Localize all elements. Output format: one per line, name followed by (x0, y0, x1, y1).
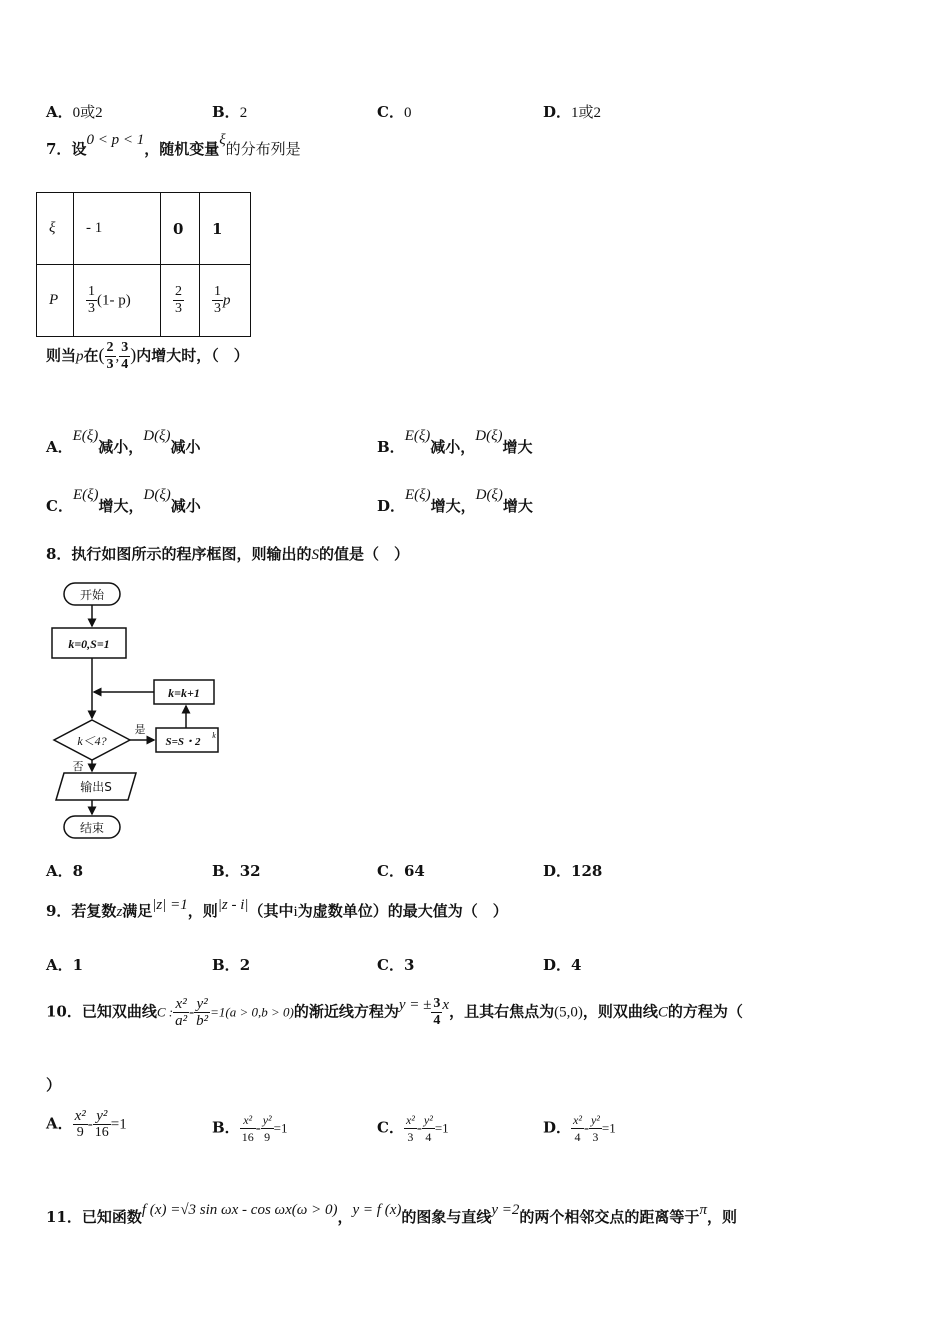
q7-option-a[interactable] (46, 424, 201, 456)
math-c: C (657, 1004, 668, 1021)
stem-text: 则当 (46, 346, 77, 365)
comma: , (115, 348, 120, 365)
table-cell: - 1 (74, 193, 161, 265)
fraction (93, 1108, 111, 1141)
q6-option-c[interactable] (377, 101, 411, 122)
denominator: a² (175, 1013, 188, 1029)
stem-text: ，则 (187, 902, 218, 920)
stem-text: 的分布列是 (225, 140, 301, 158)
denominator: 4 (425, 1130, 432, 1144)
denominator: 4 (121, 357, 129, 372)
math-op: - (189, 1004, 195, 1021)
option-text: 减小 (170, 438, 201, 456)
denominator: 4 (574, 1130, 581, 1144)
option-text: 增大 (502, 497, 533, 515)
math-eq: =1 (110, 1116, 127, 1133)
numerator: y² (423, 1113, 433, 1127)
option-label: D． (377, 497, 406, 515)
fraction (571, 1112, 584, 1145)
fraction (194, 996, 210, 1029)
flow-end-label: 结束 (79, 821, 105, 835)
flow-no-label: 否 (72, 760, 84, 773)
math-i: i (293, 904, 298, 920)
numerator: y² (194, 996, 210, 1013)
cell-expr: p (223, 292, 231, 309)
option-text: 1或2 (571, 105, 602, 121)
numerator: 3 (121, 340, 129, 355)
fraction (589, 1112, 602, 1145)
option-text: 32 (239, 862, 261, 880)
q10-option-c[interactable] (377, 1112, 449, 1145)
q8-option-c[interactable] (377, 860, 425, 881)
math-s: S (311, 547, 319, 563)
option-text: 4 (571, 956, 582, 974)
option-label: B． (212, 956, 240, 974)
flow-body-label: S=S・2 (165, 736, 201, 748)
stem-text: 为虚数单位）的最大值为（ ） (297, 902, 508, 920)
stem-text: 在 (83, 346, 99, 365)
q7-option-c[interactable] (46, 483, 201, 515)
numerator: x² (173, 996, 189, 1013)
stem-text: 的值是（ ） (318, 545, 409, 563)
q7-stem (46, 132, 301, 159)
stem-text: 11．已知函数 (46, 1208, 142, 1226)
math-eq: =1 (273, 1120, 288, 1136)
math-e: E(ξ) (404, 428, 431, 444)
fraction (422, 1112, 435, 1145)
q7-option-b[interactable] (377, 424, 533, 456)
numerator: y² (262, 1113, 272, 1127)
paren: ( (98, 344, 105, 365)
math-op: - (416, 1120, 422, 1137)
math-d: D(ξ) (143, 487, 171, 503)
stem-text: ，则 (706, 1208, 737, 1226)
math-op: - (87, 1116, 93, 1133)
stem-text: （其中 (248, 902, 294, 920)
distribution-table (36, 192, 251, 337)
math-eq: =1 (601, 1120, 616, 1136)
fraction (431, 996, 442, 1029)
flow-yes-label: 是 (134, 723, 146, 736)
option-text: 减小， (98, 438, 144, 456)
math-focus: (5,0) (554, 1004, 583, 1021)
option-label: C． (46, 497, 73, 515)
math-pi: π (699, 1202, 707, 1218)
fraction (173, 996, 189, 1029)
option-text: 2 (239, 956, 251, 974)
numerator: y² (590, 1113, 600, 1127)
fraction (73, 1108, 88, 1141)
q7-option-d[interactable] (377, 483, 533, 515)
option-label: B． (212, 1118, 240, 1137)
stem-text: 满足 (122, 902, 153, 920)
flow-output-label: 输出S (80, 780, 112, 794)
math-expr: |z - i| (217, 897, 249, 913)
stem-text: ，则双曲线 (582, 1002, 658, 1021)
flow-increment-label: k=k+1 (168, 686, 200, 700)
q7-then (46, 340, 249, 373)
question-number: 7． (46, 140, 72, 158)
denominator: b² (196, 1013, 209, 1029)
denominator: 9 (264, 1130, 271, 1144)
math-condition: |z| =1 (152, 897, 188, 913)
fraction (240, 1112, 256, 1145)
table-cell: 0 (161, 193, 200, 265)
q8-option-d[interactable] (543, 860, 602, 881)
table-cell: ξ (37, 193, 74, 265)
option-label: A． (46, 103, 73, 121)
table-cell: 1 (200, 193, 251, 265)
q9-option-a[interactable] (46, 954, 83, 975)
numerator: x² (405, 1113, 415, 1127)
fraction (105, 340, 116, 373)
table-row (37, 265, 251, 337)
math-d: D(ξ) (475, 428, 503, 444)
q10-option-a[interactable] (46, 1108, 127, 1141)
option-label: D． (543, 956, 572, 974)
option-label: D． (543, 1118, 572, 1137)
denominator: 3 (88, 301, 95, 316)
stem-text: 内增大时，（ ） (136, 346, 249, 365)
option-label: D． (543, 103, 572, 121)
math-line: y =2 (491, 1202, 520, 1218)
denominator: 3 (592, 1130, 599, 1144)
option-label: A． (46, 1114, 73, 1133)
numerator: 3 (433, 996, 441, 1011)
q9-option-b[interactable] (212, 954, 250, 975)
math-d: D(ξ) (143, 428, 171, 444)
q6-option-d[interactable] (543, 101, 601, 122)
q10-stem (46, 996, 743, 1029)
option-text: 2 (239, 105, 248, 121)
math-condition: 0 < p < 1 (86, 132, 145, 148)
option-label: C． (377, 1118, 404, 1137)
numerator: x² (240, 1112, 256, 1129)
flow-start-label: 开始 (79, 588, 105, 602)
denominator: 3 (407, 1130, 414, 1144)
option-label: C． (377, 956, 404, 974)
flow-body-sup: k (212, 731, 216, 740)
q6-option-b[interactable] (212, 101, 247, 122)
option-text: 128 (571, 862, 603, 880)
table-cell (74, 265, 161, 337)
denominator: 3 (106, 357, 114, 372)
option-text: 64 (403, 862, 425, 880)
stem-text: 的图象与直线 (401, 1208, 492, 1226)
flow-condition-label: k＜4? (77, 734, 107, 748)
flow-init-label: k=0,S=1 (68, 637, 110, 651)
math-d: D(ξ) (475, 487, 503, 503)
math-op: - (583, 1120, 589, 1137)
cell-expr: (1- p) (97, 292, 131, 309)
numerator: 1 (88, 284, 95, 299)
math-x: x (442, 996, 450, 1013)
stem-text: ，随机变量 (144, 140, 220, 158)
numerator: x² (573, 1113, 582, 1127)
math-e: E(ξ) (72, 487, 99, 503)
stem-text: 8．执行如图所示的程序框图，则输出的 (46, 545, 312, 563)
option-label: B． (212, 103, 240, 121)
math-p: p (76, 348, 84, 365)
q11-stem (46, 1198, 737, 1226)
math-eq: =1 (434, 1120, 449, 1136)
stem-text: ，且其右焦点为 (449, 1002, 555, 1021)
option-text: 减小， (430, 438, 476, 456)
option-text: 增大， (430, 497, 476, 515)
q8-stem (46, 543, 409, 564)
option-text: 8 (72, 862, 84, 880)
option-label: D． (543, 862, 572, 880)
q10-stem-close: ） (46, 1076, 62, 1094)
fraction (173, 284, 184, 317)
denominator: 4 (433, 1013, 441, 1028)
option-label: C． (377, 103, 404, 121)
option-text: 3 (403, 956, 415, 974)
stem-text: 10．已知双曲线 (46, 1002, 157, 1021)
denominator: 3 (214, 301, 221, 316)
math-op: - (255, 1120, 261, 1137)
numerator: y² (93, 1108, 111, 1125)
fraction (261, 1112, 274, 1145)
option-label: A． (46, 862, 73, 880)
table-row (37, 193, 251, 265)
fraction (86, 284, 97, 317)
paren: ) (130, 344, 137, 365)
fraction (119, 340, 130, 373)
option-text: 0 (403, 105, 412, 121)
numerator: 2 (106, 340, 114, 355)
q9-option-c[interactable] (377, 954, 414, 975)
stem-text: 设 (71, 140, 87, 158)
q10-option-b[interactable] (212, 1112, 287, 1145)
option-label: B． (212, 862, 240, 880)
table-cell (161, 265, 200, 337)
math-expr: y = ± (398, 996, 432, 1013)
option-label: C． (377, 862, 404, 880)
table-cell (200, 265, 251, 337)
numerator: 1 (214, 284, 221, 299)
option-text: 增大， (98, 497, 144, 515)
denominator: 3 (175, 301, 182, 316)
stem-text: 的方程为（ (667, 1002, 743, 1021)
denominator: 9 (76, 1125, 84, 1140)
math-z: z (116, 904, 123, 920)
stem-text: 9．若复数 (46, 902, 117, 920)
numerator: x² (74, 1108, 86, 1124)
option-text: 0或2 (72, 105, 103, 121)
q8-option-a[interactable] (46, 860, 83, 881)
option-label: A． (46, 438, 73, 456)
math-xi: ξ (219, 132, 226, 148)
option-text: 1 (72, 956, 84, 974)
q8-option-b[interactable] (212, 860, 261, 881)
q9-option-d[interactable] (543, 954, 581, 975)
math-e: E(ξ) (72, 428, 99, 444)
math-expr: y = f (x) (352, 1202, 402, 1218)
q10-option-d[interactable] (543, 1112, 616, 1145)
q9-stem (46, 897, 508, 921)
table-cell: P (37, 265, 74, 337)
option-label: B． (377, 438, 405, 456)
stem-text: 的两个相邻交点的距离等于 (519, 1208, 700, 1226)
option-text: 增大 (502, 438, 533, 456)
stem-text: 的渐近线方程为 (293, 1002, 399, 1021)
stem-text: ， (337, 1208, 353, 1226)
option-text: 减小 (170, 497, 201, 515)
math-expr: =1(a > 0,b > 0) (210, 1004, 294, 1020)
fraction (212, 284, 223, 317)
flowchart (40, 580, 230, 845)
denominator: 16 (94, 1125, 109, 1140)
denominator: 16 (241, 1130, 254, 1144)
option-label: A． (46, 956, 73, 974)
fraction (404, 1112, 417, 1145)
math-e: E(ξ) (405, 487, 431, 503)
math-func: f (x) =√3 sin ωx - cos ωx(ω > 0) (141, 1202, 338, 1218)
math-expr: C : (156, 1004, 174, 1020)
numerator: 2 (175, 284, 182, 299)
q6-option-a[interactable] (46, 101, 103, 122)
